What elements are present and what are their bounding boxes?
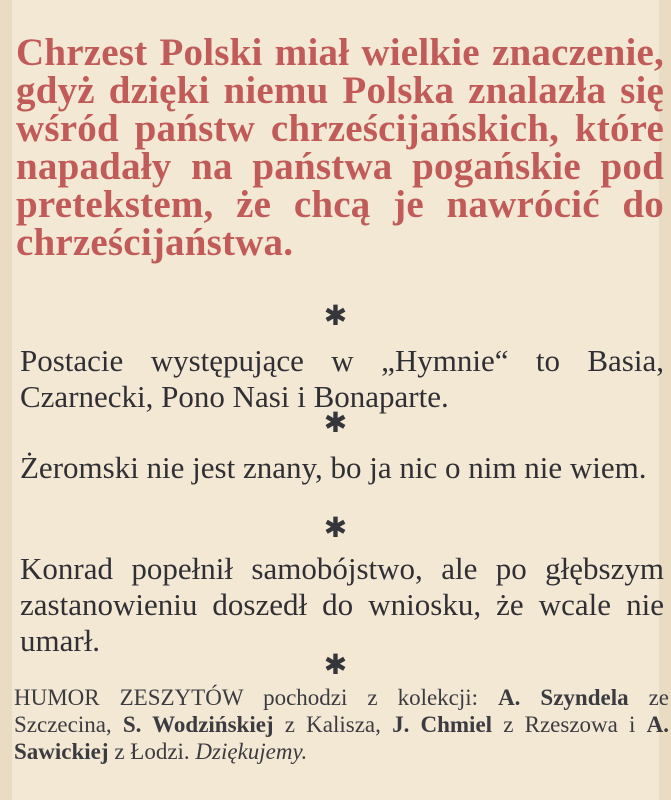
credit-person-wodzinska: S. Wodzińskiej	[122, 712, 274, 737]
separator-star-3: ✱	[323, 511, 348, 544]
credits-intro: HUMOR ZESZYTÓW pochodzi z kolekcji:	[14, 685, 499, 710]
credits-thanks: Dziękujemy.	[195, 739, 308, 764]
credits-paragraph	[14, 684, 669, 765]
separator-star-2: ✱	[323, 406, 348, 439]
credit-person-szyndela: A. Szyndela	[498, 685, 629, 710]
credit-city-lodz: z Łodzi.	[108, 739, 196, 764]
separator-star-4: ✱	[323, 648, 348, 681]
credit-city-kalisz: z Kalisza,	[273, 712, 393, 737]
credit-person-sawicka: A. Sawickiej	[14, 712, 669, 764]
credit-person-chmiel: J. Chmiel	[392, 712, 493, 737]
left-margin	[0, 0, 12, 800]
quote-konrad: Konrad popełnił samobójstwo, ale po głębszym zastanowieniu doszedł do wniosku, że wcale nie umarł.	[20, 551, 664, 658]
lead-paragraph: Chrzest Polski miał wielkie znaczenie, gdyż dzięki niemu Polska znalazła się wśród państw chrześcijańskich, które napadały na państwa pogańskie pod pretekstem, że chcą je nawrócić do chrześcijaństwa.	[16, 31, 664, 264]
credit-city-szczecin: ze Szczecina,	[14, 685, 669, 737]
quote-zeromski: Żeromski nie jest znany, bo ja nic o nim nie wiem.	[20, 450, 647, 485]
credit-city-rzeszow: z Rzeszowa i	[492, 712, 647, 737]
separator-star-1: ✱	[323, 299, 348, 332]
quote-hymn: Postacie występujące w „Hymnie“ to Basia, Czarnecki, Pono Nasi i Bonaparte.	[20, 343, 664, 414]
